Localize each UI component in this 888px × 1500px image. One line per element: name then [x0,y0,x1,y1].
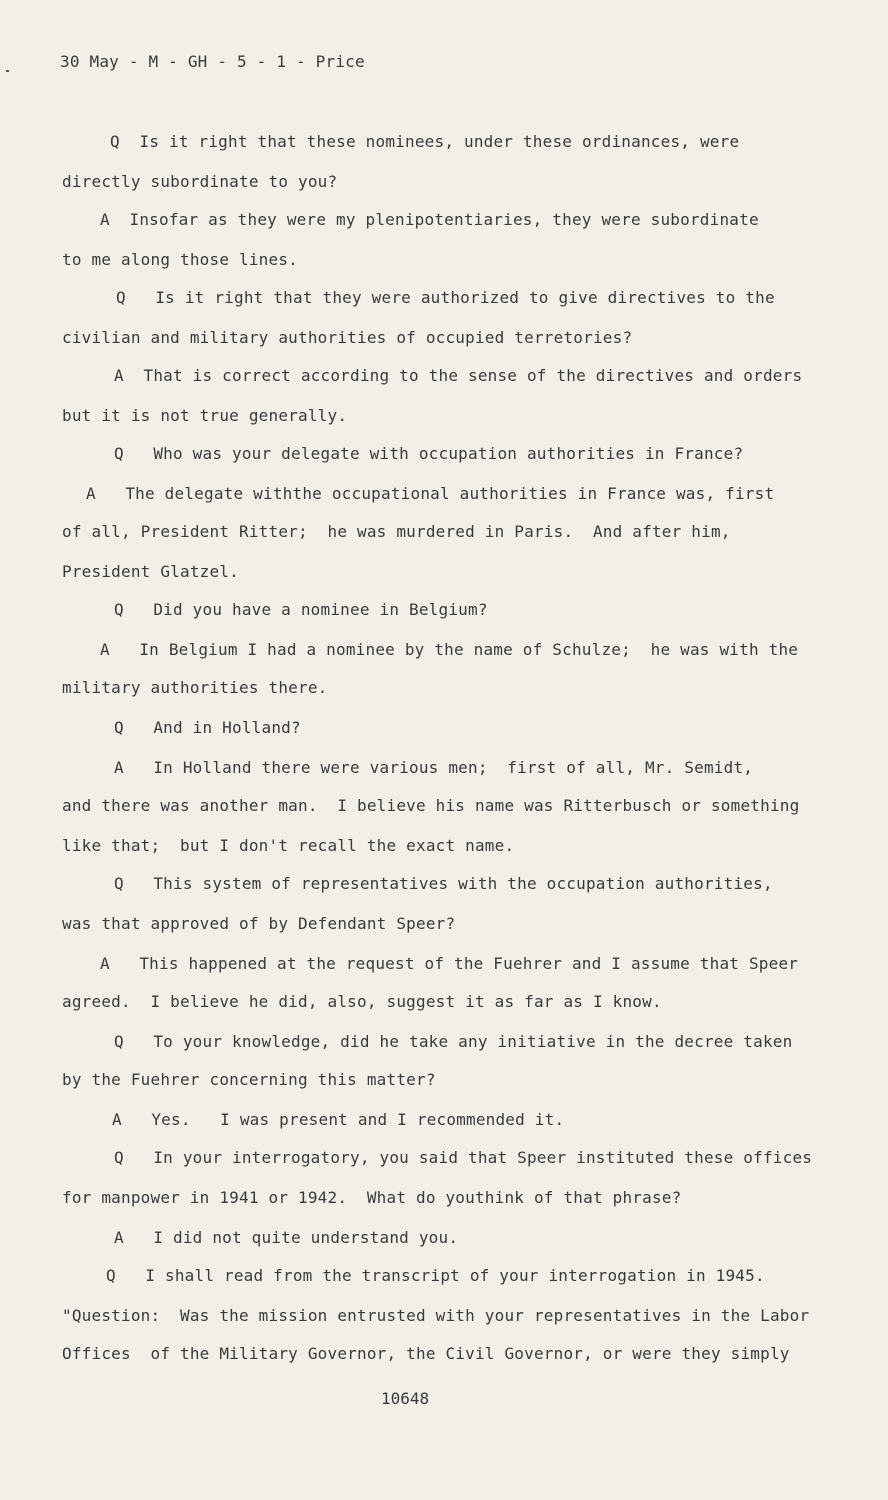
transcript-line: President Glatzel. [62,562,239,581]
page-number: 10648 [381,1389,430,1408]
transcript-line: directly subordinate to you? [62,172,338,191]
transcript-line: A Yes. I was present and I recommended it. [112,1110,565,1129]
transcript-line: but it is not true generally. [62,406,348,425]
transcript-line: for manpower in 1941 or 1942. What do youthink of that phrase? [62,1188,682,1207]
transcript-line: A This happened at the request of the Fuehrer and I assume that Speer [100,954,799,973]
transcript-line: Q And in Holland? [114,718,301,737]
transcript-line: Q Is it right that they were authorized to give directives to the [116,288,775,307]
transcript-line: A Insofar as they were my plenipotentiaries, they were subordinate [100,210,759,229]
transcript-line: A The delegate withthe occupational authorities in France was, first [86,484,775,503]
transcript-line: civilian and military authorities of occupied terretories? [62,328,633,347]
transcript-line: Q In your interrogatory, you said that Speer instituted these offices [114,1148,813,1167]
transcript-line: Q To your knowledge, did he take any initiative in the decree taken [114,1032,793,1051]
transcript-line: Q Did you have a nominee in Belgium? [114,600,488,619]
transcript-line: Offices of the Military Governor, the Civil Governor, or were they simply [62,1344,790,1363]
transcript-line: Q Is it right that these nominees, under these ordinances, were [110,132,740,151]
transcript-line: agreed. I believe he did, also, suggest it as far as I know. [62,992,662,1011]
transcript-line: was that approved of by Defendant Speer? [62,914,456,933]
margin-mark [6,70,9,72]
transcript-line: Q I shall read from the transcript of your interrogation in 1945. [106,1266,765,1285]
transcript-line: and there was another man. I believe his name was Ritterbusch or something [62,796,800,815]
transcript-line: by the Fuehrer concerning this matter? [62,1070,436,1089]
transcript-line: Q Who was your delegate with occupation authorities in France? [114,444,744,463]
transcript-line: military authorities there. [62,678,328,697]
transcript-line: like that; but I don't recall the exact name. [62,836,515,855]
transcript-line: A That is correct according to the sense of the directives and orders [114,366,803,385]
transcript-line: of all, President Ritter; he was murdered in Paris. And after him, [62,522,731,541]
transcript-line: A In Belgium I had a nominee by the name of Schulze; he was with the [100,640,799,659]
transcript-line: A In Holland there were various men; first of all, Mr. Semidt, [114,758,754,777]
transcript-line: "Question: Was the mission entrusted with your representatives in the Labor [62,1306,810,1325]
transcript-line: Q This system of representatives with the occupation authorities, [114,874,773,893]
page-header: 30 May - M - GH - 5 - 1 - Price [60,52,365,71]
transcript-line: A I did not quite understand you. [114,1228,459,1247]
transcript-line: to me along those lines. [62,250,298,269]
